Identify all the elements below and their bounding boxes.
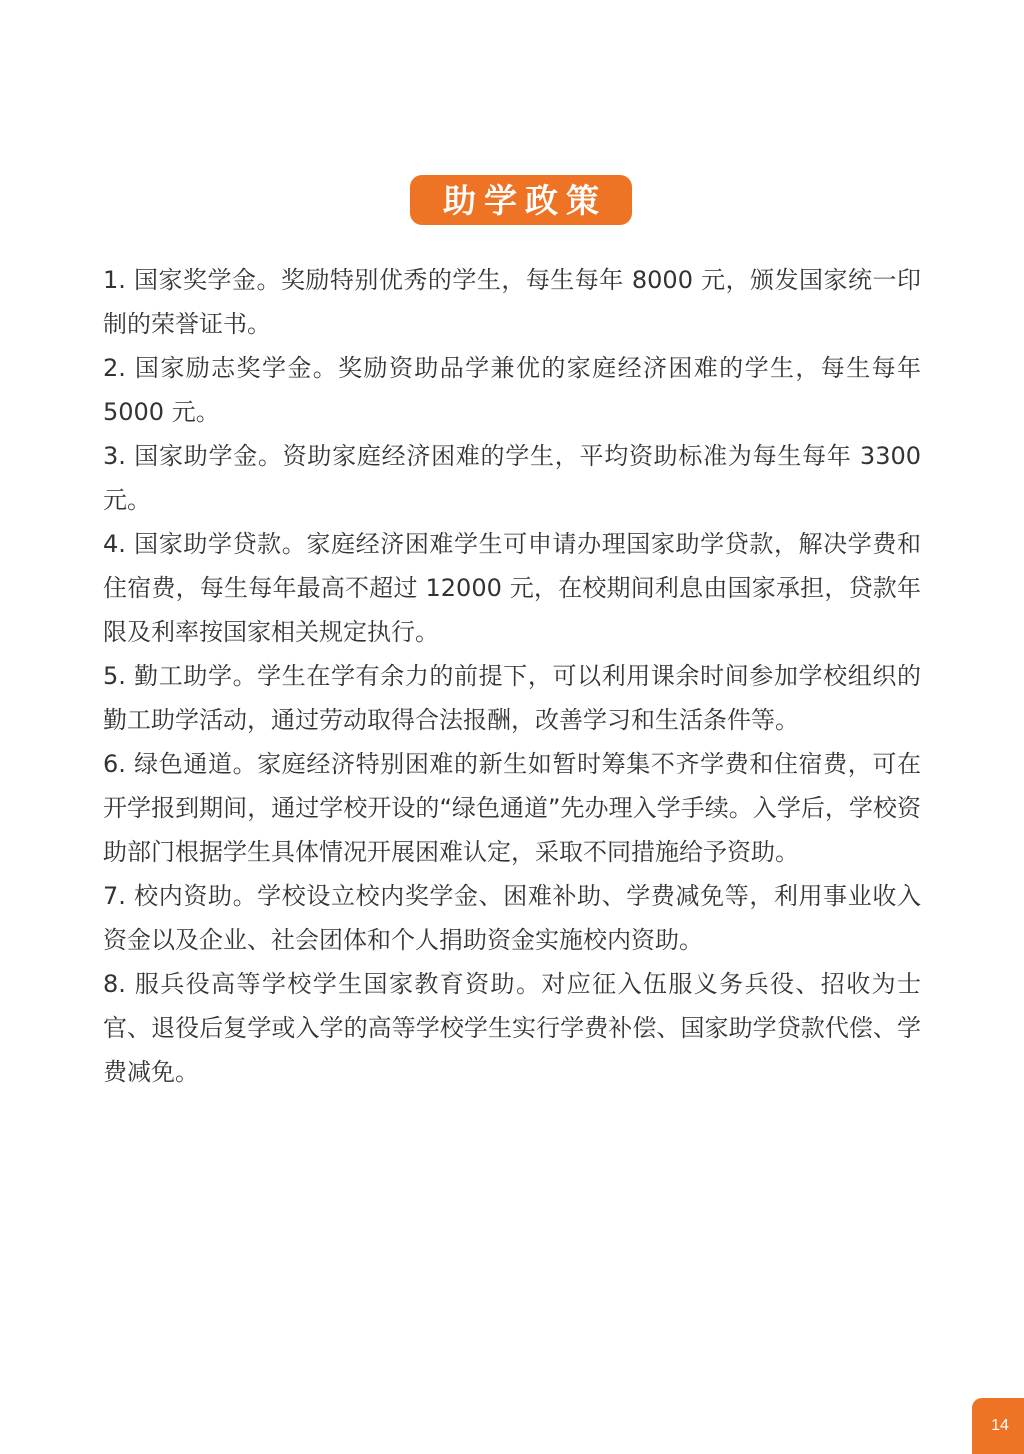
page-number-tab [972,1398,1024,1454]
title-badge [410,175,632,225]
policy-item-4: 4. 国家助学贷款。家庭经济困难学生可申请办理国家助学贷款，解决学费和住宿费，每生每年最高不超过 12000 元，在校期间利息由国家承担，贷款年限及利率按国家相关规定执行。 [103,530,921,646]
policy-item-8: 8. 服兵役高等学校学生国家教育资助。对应征入伍服义务兵役、招收为士官、退役后复学或入学的高等学校学生实行学费补偿、国家助学贷款代偿、学费减免。 [103,970,921,1086]
policy-item-7: 7. 校内资助。学校设立校内奖学金、困难补助、学费减免等，利用事业收入资金以及企业、社会团体和个人捐助资金实施校内资助。 [103,882,921,954]
policy-item-5: 5. 勤工助学。学生在学有余力的前提下，可以利用课余时间参加学校组织的勤工助学活动，通过劳动取得合法报酬，改善学习和生活条件等。 [103,662,921,734]
page-title: 助学政策 [443,180,607,220]
policy-list [103,258,921,1094]
policy-item-6: 6. 绿色通道。家庭经济特别困难的新生如暂时筹集不齐学费和住宿费，可在开学报到期间，通过学校开设的“绿色通道”先办理入学手续。入学后，学校资助部门根据学生具体情况开展困难认定，采取不同措施给予资助。 [103,750,921,866]
page-number: 14 [991,1417,1009,1434]
policy-item-3: 3. 国家助学金。资助家庭经济困难的学生，平均资助标准为每生每年 3300 元。 [103,442,921,514]
policy-item-1: 1. 国家奖学金。奖励特别优秀的学生，每生每年 8000 元，颁发国家统一印制的荣誉证书。 [103,266,921,338]
policy-item-2: 2. 国家励志奖学金。奖励资助品学兼优的家庭经济困难的学生，每生每年 5000 元。 [103,354,921,426]
